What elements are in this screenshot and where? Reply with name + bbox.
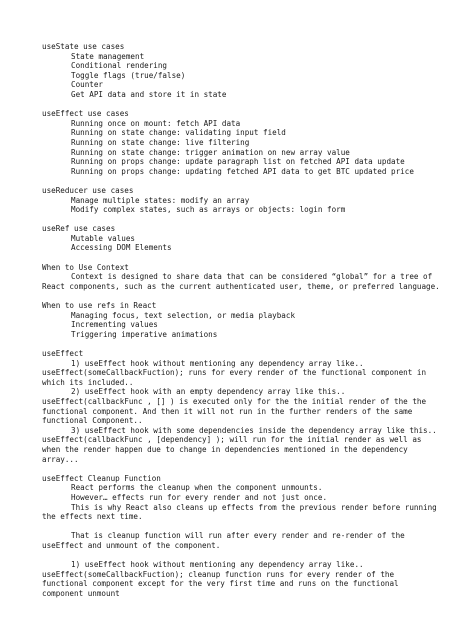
list-item: Running on props change: updating fetched API data to get BTC updated price [71,166,414,176]
section-heading: When to Use Context [42,262,129,272]
list-item: Modify complex states, such as arrays or objects: login form [71,205,346,215]
list-item: Running on state change: live filtering [71,137,250,147]
section-cleanup [42,474,442,599]
list-item: Toggle flags (true/false) [71,70,186,80]
section-heading: useEffect [42,349,84,358]
section-useeffect [42,349,442,464]
section-heading: When to use refs in React [42,301,157,311]
document-page [42,42,442,608]
section-heading: useReducer use cases [42,185,134,195]
section-heading: useEffect Cleanup Function [42,473,161,483]
list-item: Managing focus, text selection, or media playback [71,310,296,320]
list-item: Running once on mount: fetch API data [71,118,241,128]
list-item: Conditional rendering [71,61,168,71]
paragraph: 1) useEffect hook without mentioning any dependency array like.. useEffect(someCallbackFuction); cleanup function runs for every render of the functional component except for the very first time and runs on the functional component unmount [42,560,399,598]
paragraph: That is cleanup function will run after every render and re-render of the useEffect and unmount of the component. [42,531,405,550]
list-item: However… effects run for every render and not just once. [71,492,328,502]
list-item: Get API data and store it in state [71,89,227,99]
section-usestate [42,42,442,100]
paragraph: This is why React also cleans up effects from the previous render before running the effects next time. [42,502,437,522]
list-item: Running on state change: trigger animation on new array value [71,147,350,157]
paragraph: 1) useEffect hook without mentioning any dependency array like.. useEffect(someCallbackFuction); runs for every render of the functional component in which its included.. [42,358,427,387]
list-item: Mutable values [71,233,136,243]
section-heading: useEffect use cases [42,109,129,119]
list-item: State management [71,51,145,61]
paragraph: 3) useEffect hook with some dependencies inside the dependency array like this.. useEffect(callbackFunc , [dependency] ); will run for the initial render as well as when the render happen due to change in dependencies mentioned in the dependency array... [42,425,437,464]
paragraph: 2) useEffect hook with an empty dependency array like this.. useEffect(callbackFunc , [] ) is executed only for the the initial render of the the functional component. And then it will not run in the further renders of the same functional Component.. [42,387,427,426]
list-item: Incrementing values [71,320,158,330]
list-item: Running on state change: validating input field [71,128,286,138]
section-usereducer [42,186,442,215]
list-item: Triggering imperative animations [71,329,218,339]
section-useref [42,224,442,253]
list-item: Manage multiple states: modify an array [71,195,250,205]
section-heading: useRef use cases [42,224,116,234]
section-heading: useState use cases [42,42,125,51]
section-refs [42,301,442,339]
section-useeffect-cases [42,109,442,176]
list-item: React performs the cleanup when the component unmounts. [71,483,323,493]
list-item: Accessing DOM Elements [71,243,172,253]
section-context [42,263,442,292]
list-item: Running on props change: update paragraph list on fetched API data update [71,157,405,167]
list-item: Counter [71,80,104,90]
paragraph: Context is designed to share data that can be considered “global” for a tree of React components, such as the current authenticated user, theme, or preferred language. [42,272,440,291]
